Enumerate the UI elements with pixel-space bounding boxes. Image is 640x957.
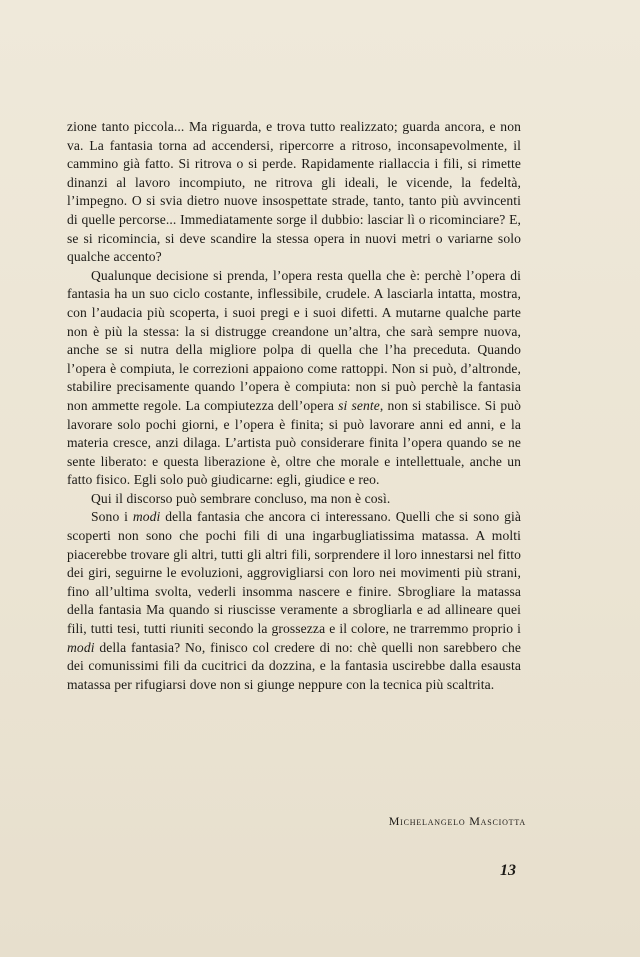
text-run: Qualunque decisione si prenda, l’opera resta quella che è: perchè l’opera di fantasia ha un suo ciclo costante, inflessibile, crudele. A lasciarla intatta, mostra, con l’audacia più scoperta, i suoi pregi e i suoi difetti. A mutarne qualche parte non è più la stessa: la si distrugge creandone un’altra, che sarà sempre nuova, anche se si nutra della migliore polpa di quella che l’ha preceduta. Quando l’opera è compiuta, le correzioni appaiono come rattoppi. Non si può, d’altronde, stabilire precisamente quando l’opera è compiuta: non si può perchè la fantasia non ammette regole. La compiutezza dell’opera: [67, 267, 521, 413]
paragraph: [67, 267, 521, 490]
italic-phrase: modi: [132, 509, 161, 525]
paragraph: [67, 118, 521, 267]
text-run: zione tanto piccola... Ma riguarda, e trova tutto realizzato; guarda ancora, e non va. La fantasia torna ad accendersi, ripercorre a ritroso, inconsapevolmente, il cammino già fatto. Si ritrova o si perde. Rapidamente riallaccia i fili, si rimette dinanzi al lavoro incompiuto, ne ritrova gli ideali, le vicende, la fedeltà, l’impegno. O si svia dietro nuove insospettate strade, tanto, tanto più avvincenti di quelle percorse... Immediatamente sorge il dubbio: lasciar lì o ricominciare? E, se si ricomincia, si deve scandire la stessa opera in nuovi metri o variarne solo qualche accento?: [67, 119, 521, 265]
body-text: [67, 118, 521, 694]
italic-phrase: si sente: [338, 397, 380, 413]
text-run: della fantasia che ancora ci interessano. Quelli che si sono già scoperti non sono che pochi fili di una ingarbugliatissima matassa. A molti piacerebbe trovare gli altri, tutti gli altri fili, sorprendere il loro innestarsi nel fitto dei giri, seguirne le evoluzioni, aggrovigliarsi con loro nei movimenti più strani, fino all’ultima svolta, vederli insomma nascere e finire. Sbrogliare la matassa della fantasia Ma quando si riuscisse veramente a sbrogliarla e ad allineare quei fili, tutti tesi, tutti riuniti secondo la grossezza e il colore, ne trarremmo proprio i: [67, 509, 521, 637]
text-run: Sono i: [91, 509, 133, 525]
author-signature: Michelangelo Masciotta: [388, 814, 526, 828]
text-run: Qui il discorso può sembrare concluso, ma non è così.: [91, 490, 391, 506]
paragraph: [67, 508, 521, 694]
italic-phrase: modi: [67, 639, 95, 655]
text-run: , non si stabilisce. Si può lavorare solo pochi giorni, e l’opera è finita; si può lavorare anni ed anni, e la materia cresce, anzi dilaga. L’artista può considerare finita l’opera quando se ne sente liberato: e questa liberazione è, oltre che morale e intellettuale, anche un fatto fisico. Egli solo può giudicarne: egli, giudice e reo.: [67, 397, 522, 488]
page-number: 13: [500, 862, 516, 879]
text-run: della fantasia? No, finisco col credere di no: chè quelli non sarebbero che dei comunissimi fili da cucitrici da dozzina, e la fantasia uscirebbe dalla esausta matassa per rifugiarsi dove non si giunge neppure con la tecnica più scaltrita.: [67, 639, 521, 692]
paragraph: [67, 490, 521, 509]
